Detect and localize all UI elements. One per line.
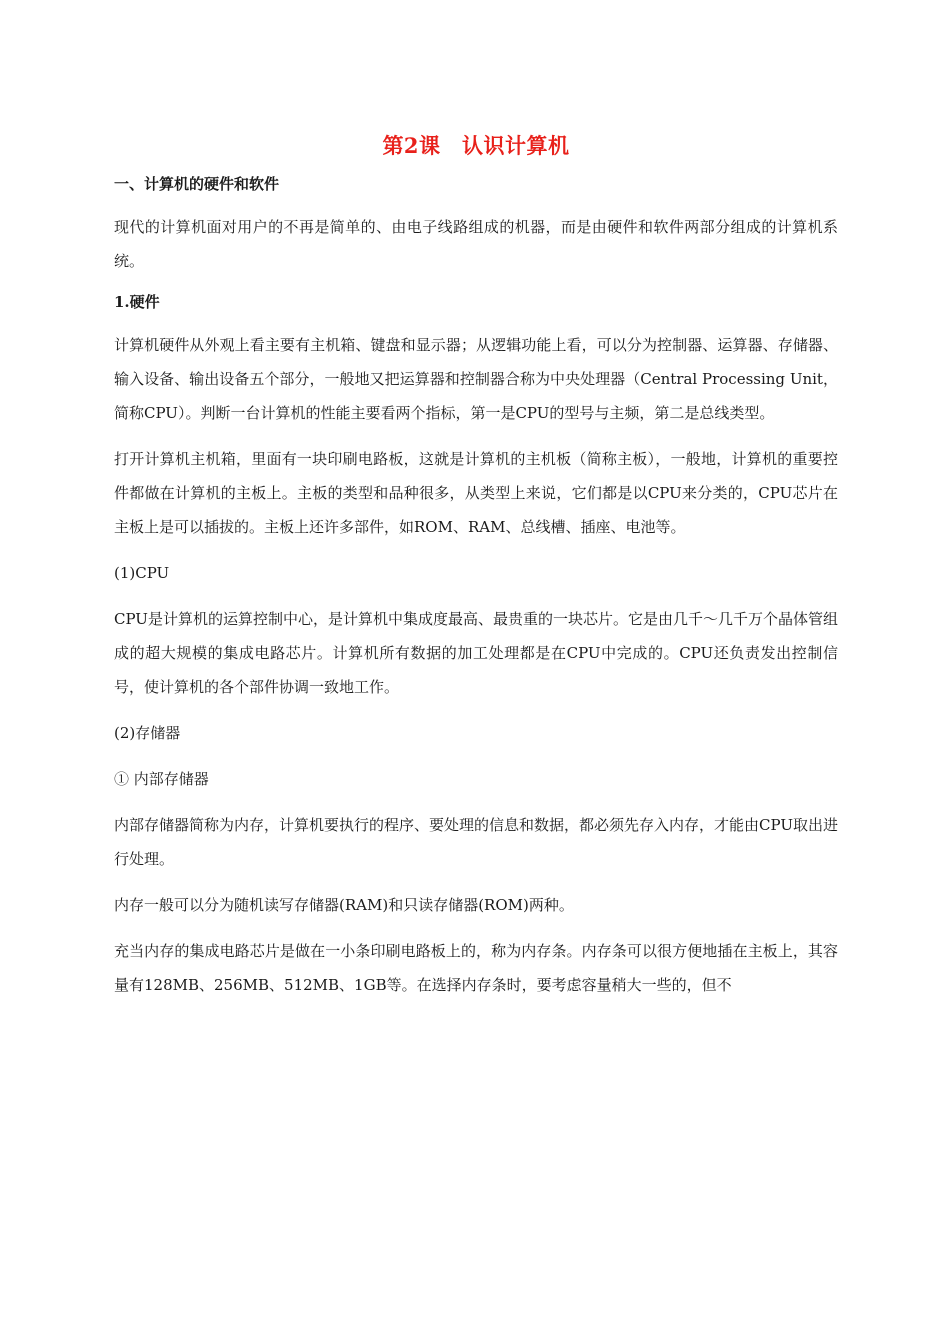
internal-memory-label: ① 内部存储器 xyxy=(114,770,209,788)
intro-paragraph: 现代的计算机面对用户的不再是简单的、由电子线路组成的机器，而是由硬件和软件两部分组成的计算机系统。 xyxy=(114,218,838,270)
section-heading-hardware-software: 一、计算机的硬件和软件 xyxy=(114,175,280,193)
hardware-paragraph-1: 计算机硬件从外观上看主要有主机箱、键盘和显示器；从逻辑功能上看，可以分为控制器、运算器、存储器、输入设备、输出设备五个部分，一般地又把运算器和控制器合称为中央处理器（Central Processing Unit，简称CPU）。判断一台计算机的性能主要看两个指标，第一是CPU的型号与主频，第二是总线类型。 xyxy=(114,336,838,422)
document-body xyxy=(114,130,838,1014)
cpu-paragraph: CPU是计算机的运算控制中心，是计算机中集成度最高、最贵重的一块芯片。它是由几千～几千万个晶体管组成的超大规模的集成电路芯片。计算机所有数据的加工处理都是在CPU中完成的。CPU还负责发出控制信号，使计算机的各个部件协调一致地工作。 xyxy=(114,610,838,696)
subsection-heading-hardware: 1.硬件 xyxy=(114,293,160,311)
internal-memory-paragraph-3: 充当内存的集成电路芯片是做在一小条印刷电路板上的，称为内存条。内存条可以很方便地插在主板上，其容量有128MB、256MB、512MB、1GB等。在选择内存条时，要考虑容量稍大一些的，但不 xyxy=(114,942,838,994)
page-title: 第2课 认识计算机 xyxy=(382,133,570,158)
storage-label: (2)存储器 xyxy=(114,724,181,742)
cpu-label: (1)CPU xyxy=(114,564,170,582)
internal-memory-paragraph-1: 内部存储器简称为内存，计算机要执行的程序、要处理的信息和数据，都必须先存入内存，才能由CPU取出进行处理。 xyxy=(114,816,838,868)
internal-memory-paragraph-2: 内存一般可以分为随机读写存储器(RAM)和只读存储器(ROM)两种。 xyxy=(114,896,574,914)
hardware-paragraph-2: 打开计算机主机箱，里面有一块印刷电路板，这就是计算机的主机板（简称主板），一般地，计算机的重要控件都做在计算机的主板上。主板的类型和品种很多，从类型上来说，它们都是以CPU来分类的，CPU芯片在主板上是可以插拔的。主板上还许多部件，如ROM、RAM、总线槽、插座、电池等。 xyxy=(114,450,838,536)
